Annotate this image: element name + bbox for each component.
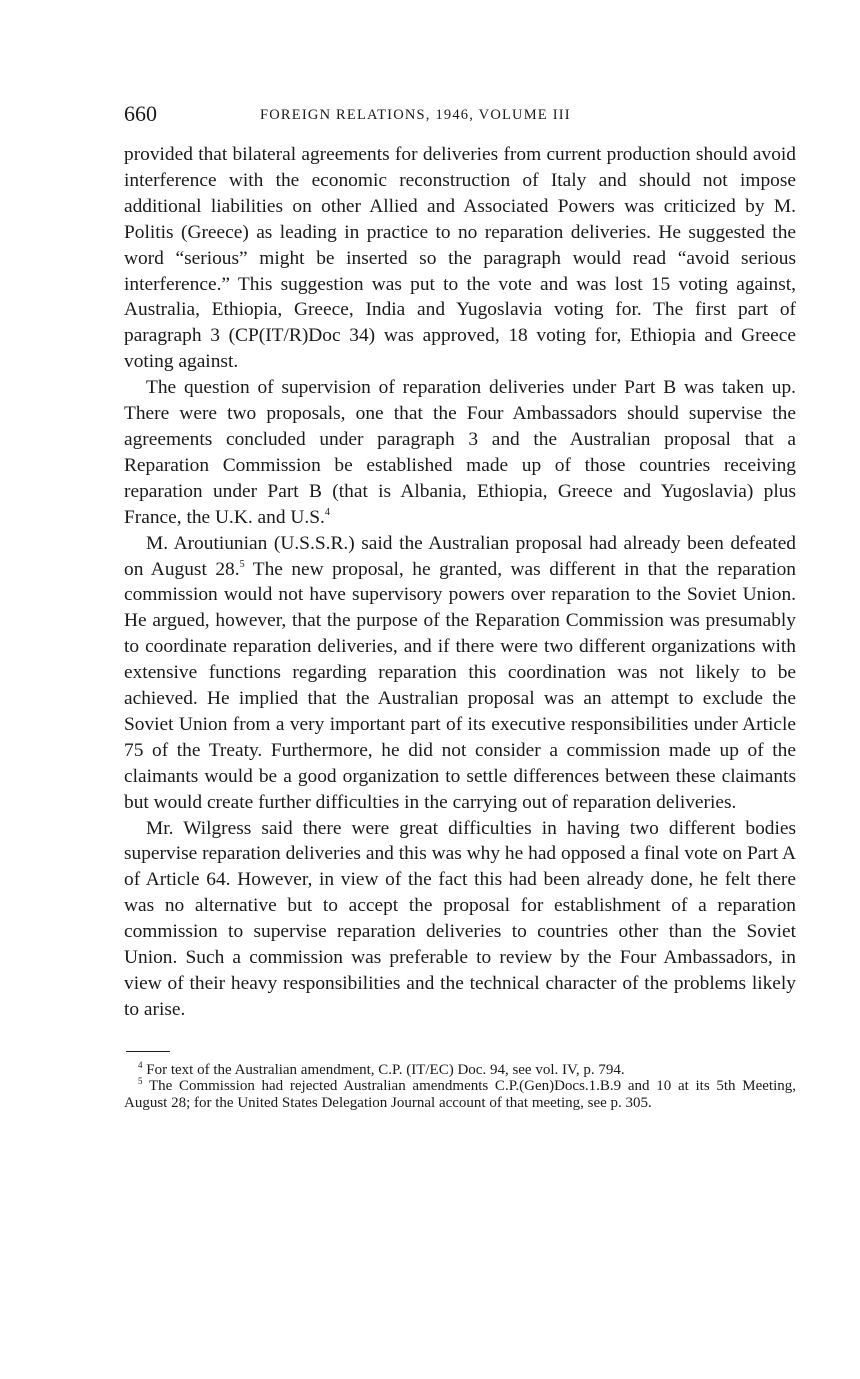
footnote-text: The Commission had rejected Australian amendments C.P.(Gen)Docs.1.B.9 and 10 at its 5th Meeting, August 28; for the United States Delegation Journal account of that meeting, see p. 305. <box>124 1078 796 1111</box>
paragraph-text: The question of supervision of reparation deliveries under Part B was taken up. There were two proposals, one that the Four Ambassadors should supervise the agreements concluded under paragraph 3 and the Australian proposal that a Reparation Commission be established made up of those countries receiving reparation under Part B (that is Albania, Ethiopia, Greece and Yugoslavia) plus France, the U.K. and U.S. <box>124 377 796 528</box>
footnotes <box>124 1059 796 1112</box>
footnote-text: For text of the Australian amendment, C.P. (IT/EC) Doc. 94, see vol. IV, p. 794. <box>146 1061 625 1078</box>
paragraph <box>124 816 796 1023</box>
paragraph <box>124 142 796 375</box>
running-title: FOREIGN RELATIONS, 1946, VOLUME III <box>260 107 571 123</box>
body-text <box>124 142 796 1023</box>
document-page <box>124 100 796 1111</box>
page-header <box>124 100 796 130</box>
paragraph-text: M. Aroutiunian (U.S.S.R.) said the Australian proposal had already been defeated on August 28. <box>124 532 796 580</box>
footnote-divider <box>126 1051 170 1052</box>
footnote <box>124 1078 796 1111</box>
paragraph <box>124 531 796 816</box>
paragraph <box>124 375 796 530</box>
footnote <box>124 1059 796 1079</box>
paragraph-text: Mr. Wilgress said there were great difficulties in having two different bodies supervise reparation deliveries and this was why he had opposed a final vote on Part A of Article 64. However, in view of the fact this had been already done, he felt there was no alternative but to accept the proposal for establishment of a reparation commission to supervise reparation deliveries to countries other than the Soviet Union. Such a commission was preferable to review by the Four Ambassadors, in view of their heavy responsibilities and the technical character of the problems likely to arise. <box>124 817 796 1020</box>
paragraph-text: provided that bilateral agreements for deliveries from current production should avoid interference with the economic reconstruction of Italy and should not impose additional liabilities on other Allied and Associated Powers was criticized by M. Politis (Greece) as leading in practice to no reparation deliveries. He suggested the word “serious” might be inserted so the paragraph would read “avoid serious interference.” This suggestion was put to the vote and was lost 15 voting against, Australia, Ethiopia, Greece, India and Yugoslavia voting for. The first part of paragraph 3 (CP(IT/R)Doc 34) was approved, 18 voting for, Ethiopia and Greece voting against. <box>124 144 796 373</box>
page-number: 660 <box>124 101 157 126</box>
footnote-ref: 5 <box>239 558 245 570</box>
paragraph-text: The new proposal, he granted, was different in that the reparation commission would not have supervisory powers over reparation to the Soviet Union. He argued, however, that the purpose of the Reparation Commission was presumably to coordinate reparation deliveries, and if there were two different organizations with extensive functions regarding reparation this coordination was not likely to be achieved. He implied that the Australian proposal was an attempt to exclude the Soviet Union from a very important part of its executive responsibilities under Article 75 of the Treaty. Furthermore, he did not consider a commission made up of the claimants would be a good organization to settle differences between these claimants but would create further difficulties in the carrying out of reparation deliveries. <box>124 558 797 813</box>
footnote-ref: 4 <box>324 506 330 518</box>
footnote-marker: 5 <box>138 1076 143 1087</box>
footnote-marker: 4 <box>138 1059 143 1070</box>
